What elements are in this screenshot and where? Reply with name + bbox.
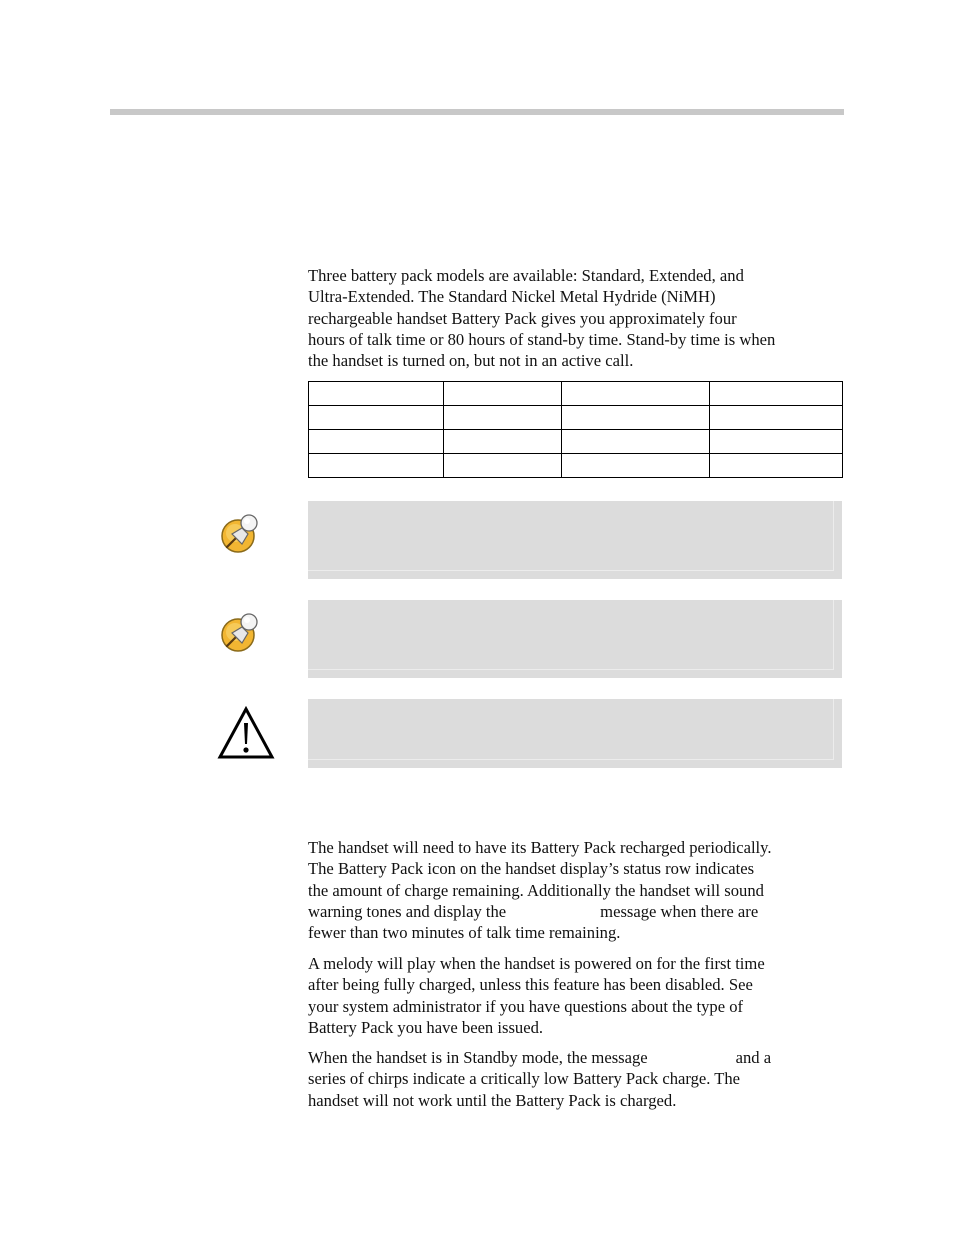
text-line: Three battery pack models are available: Standard, Extended, and: [308, 266, 744, 285]
text-line: the handset is turned on, but not in an active call.: [308, 351, 634, 371]
table-cell: [562, 406, 710, 430]
table-cell: [710, 406, 843, 430]
table-cell: [309, 454, 444, 478]
text-line: handset will not work until the Battery Pack is charged.: [308, 1090, 677, 1110]
table-cell: [444, 454, 562, 478]
text-line: fewer than two minutes of talk time remaining.: [308, 923, 621, 943]
charging-paragraph: [308, 837, 844, 943]
text-fragment: When the handset is in Standby mode, the message: [308, 1048, 648, 1067]
text-line: rechargeable handset Battery Pack gives you approximately four: [308, 308, 737, 328]
text-line: Ultra-Extended. The Standard Nickel Metal Hydride (NiMH): [308, 287, 716, 307]
pushpin-note-icon: [218, 510, 264, 561]
standby-paragraph: [308, 1047, 844, 1111]
table-cell: [710, 454, 843, 478]
text-fragment: message when there are: [600, 901, 759, 921]
note-box-2: [308, 600, 842, 678]
text-fragment: warning tones and display the: [308, 901, 507, 921]
table-cell: [444, 430, 562, 454]
table-cell: [562, 430, 710, 454]
text-line: the amount of charge remaining. Additionally the handset will sound: [308, 880, 764, 900]
table-cell: [710, 430, 843, 454]
text-line: [308, 901, 844, 922]
table-cell: [309, 382, 444, 406]
text-line: after being fully charged, unless this feature has been disabled. See: [308, 975, 753, 995]
table-cell: [309, 406, 444, 430]
text-line: The handset will need to have its Battery Pack recharged periodically.: [308, 838, 772, 857]
text-line: A melody will play when the handset is powered on for the first time: [308, 954, 765, 973]
text-line: your system administrator if you have questions about the type of: [308, 996, 744, 1016]
table-cell: [562, 454, 710, 478]
table-cell: [562, 382, 710, 406]
melody-paragraph: [308, 953, 844, 1038]
text-line: series of chirps indicate a critically low Battery Pack charge. The: [308, 1069, 741, 1089]
text-line: hours of talk time or 80 hours of stand-by time. Stand-by time is when: [308, 329, 776, 349]
text-fragment: and a: [735, 1048, 772, 1067]
table-cell: [444, 382, 562, 406]
table-cell: [309, 430, 444, 454]
table-row: [309, 430, 843, 454]
warning-box: [308, 699, 842, 768]
table-cell: [444, 406, 562, 430]
text-line: The Battery Pack icon on the handset display’s status row indicates: [308, 859, 755, 879]
note-box-1: [308, 501, 842, 579]
pushpin-note-icon: [218, 609, 264, 660]
intro-paragraph: [308, 265, 844, 371]
table-cell: [710, 382, 843, 406]
table-header-row: [309, 382, 843, 406]
text-line: Battery Pack you have been issued.: [308, 1017, 544, 1037]
table-row: [309, 454, 843, 478]
text-line: [308, 1047, 844, 1068]
warning-triangle-icon: [217, 706, 275, 765]
header-rule: [110, 109, 844, 115]
table-row: [309, 406, 843, 430]
battery-models-table: [308, 381, 843, 478]
